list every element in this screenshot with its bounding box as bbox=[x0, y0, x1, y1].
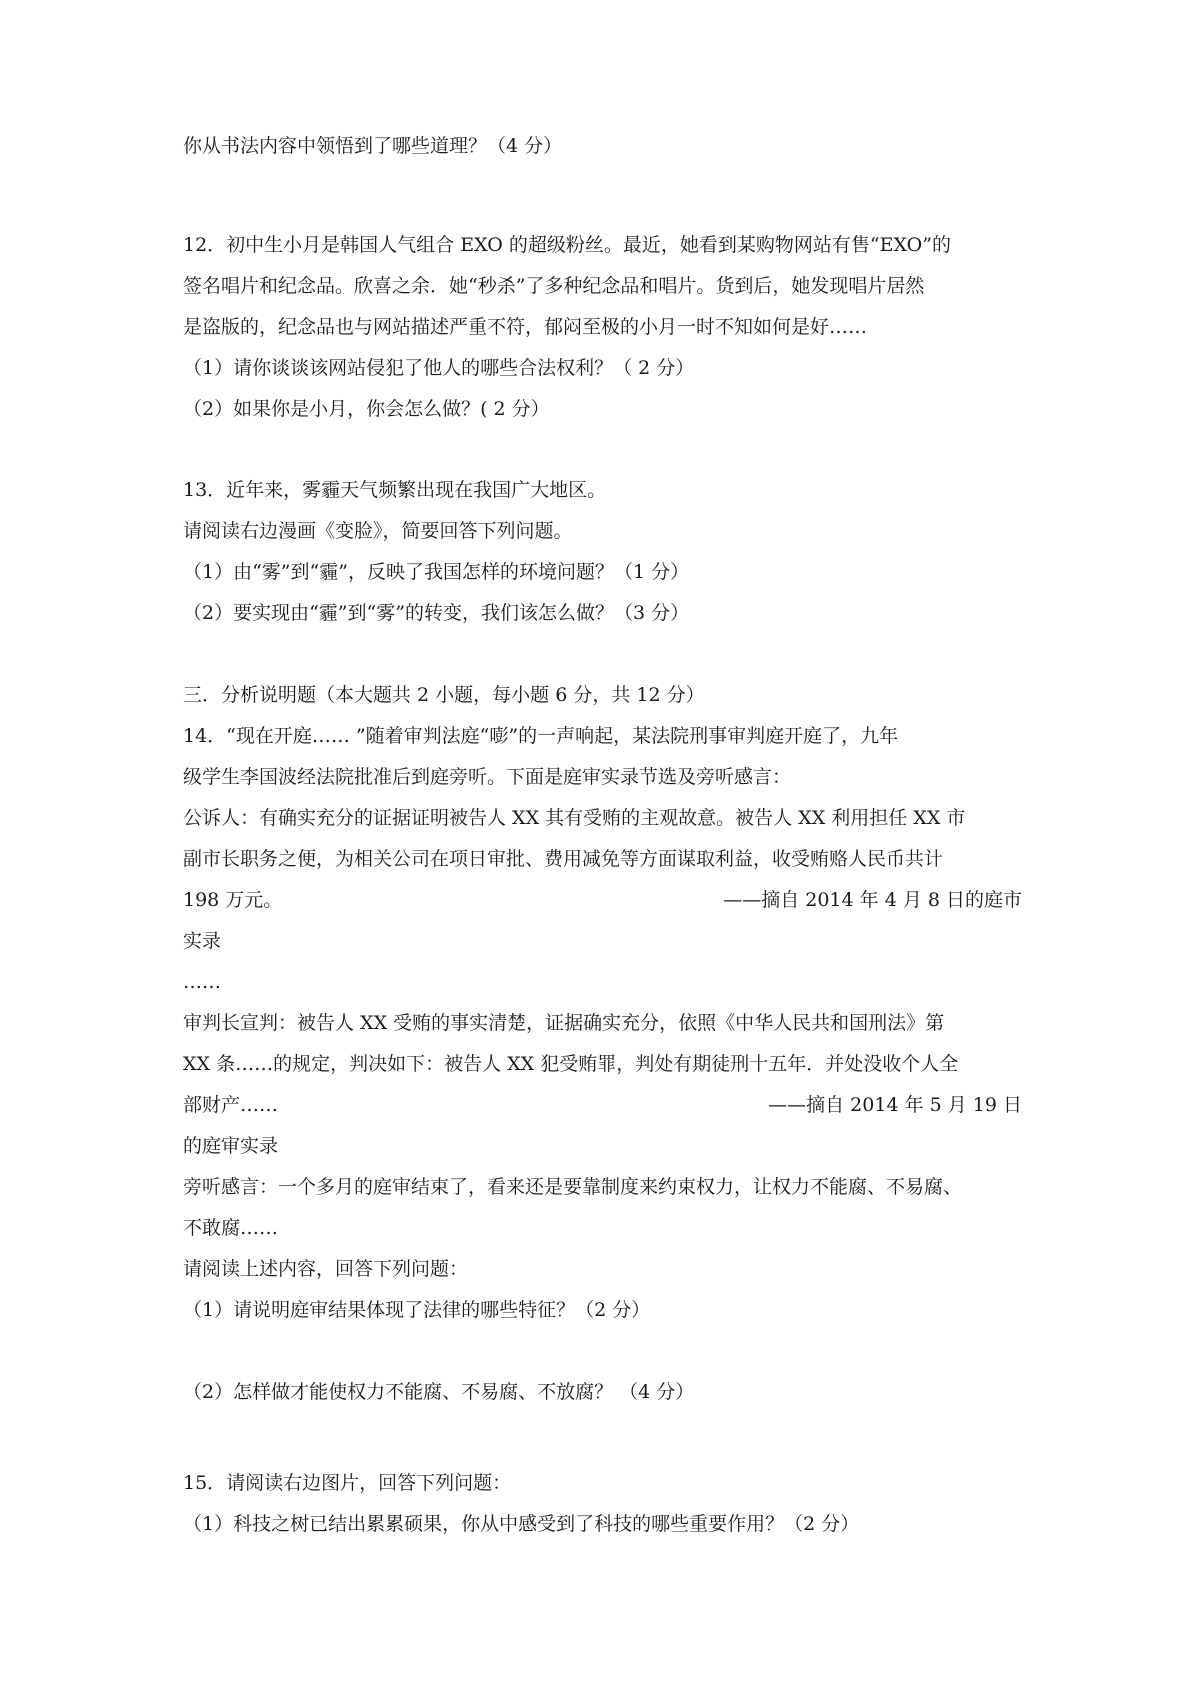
q13-sub-question-1: （1）由“雾”到“霾”，反映了我国怎样的环境问题？（1 分） bbox=[183, 561, 690, 583]
q14-source-1-continued: 实录 bbox=[183, 930, 222, 952]
q14-prosecutor-line-2: 副市长职务之便，为相关公司在项日审批、费用减免等方面谋取利益，收受贿赂人民币共计 bbox=[183, 848, 944, 870]
q12-stem-line-2: 签名唱片和纪念品。欣喜之余．她“秒杀”了多种纪念品和唱片。货到后，她发现唱片居然 bbox=[183, 275, 925, 297]
q14-reflection-line-2: 不敢腐…… bbox=[183, 1217, 279, 1239]
q15-stem: 15．请阅读右边图片，回答下列问题： bbox=[183, 1472, 512, 1494]
q11-question-tail: 你从书法内容中领悟到了哪些道理？（4 分） bbox=[183, 135, 563, 157]
q14-stem-line-2: 级学生李国波经法院批准后到庭旁听。下面是庭审实录节选及旁听感言： bbox=[183, 766, 792, 788]
section-3-heading: 三．分析说明题（本大题共 2 小题，每小题 6 分，共 12 分） bbox=[183, 684, 705, 706]
q12-sub-question-2: （2）如果你是小月，你会怎么做？( 2 分） bbox=[183, 398, 550, 420]
q12-stem-line-1: 12．初中生小月是韩国人气组合 EXO 的超级粉丝。最近，她看到某购物网站有售“EXO”的 bbox=[183, 234, 951, 256]
q14-prosecutor-line-3: 198 万元。 bbox=[183, 889, 283, 911]
q14-stem-line-1: 14．“现在开庭…… ”随着审判法庭“嘭”的一声响起，某法院刑事审判庭开庭了，九年 bbox=[183, 725, 899, 747]
q14-reflection-line-1: 旁听感言：一个多月的庭审结束了，看来还是要靠制度来约束权力，让权力不能腐、不易腐、 bbox=[183, 1176, 963, 1198]
q14-prompt: 请阅读上述内容，回答下列问题： bbox=[183, 1258, 469, 1280]
q14-source-2-continued: 的庭审实录 bbox=[183, 1135, 279, 1157]
q14-prosecutor-line-1: 公诉人：有确实充分的证据证明被告人 XX 其有受贿的主观故意。被告人 XX 利用担任 XX 市 bbox=[183, 807, 966, 829]
q14-source-1: ——摘自 2014 年 4 月 8 日的庭市 bbox=[723, 889, 1022, 911]
q14-verdict-line-2: XX 条……的规定，判决如下：被告人 XX 犯受贿罪，判处有期徒刑十五年．并处没收个人全 bbox=[183, 1053, 959, 1075]
q14-verdict-line-3: 部财产…… bbox=[183, 1094, 279, 1116]
q13-stem-line-2: 请阅读右边漫画《变脸》，简要回答下列问题。 bbox=[183, 520, 573, 542]
q12-stem-line-3: 是盗版的，纪念品也与网站描述严重不符，郁闷至极的小月一时不知如何是好…… bbox=[183, 316, 868, 338]
q12-sub-question-1: （1）请你谈谈该网站侵犯了他人的哪些合法权利？（ 2 分） bbox=[183, 357, 695, 379]
q13-sub-question-2: （2）要实现由“霾”到“雾”的转变，我们该怎么做？（3 分） bbox=[183, 602, 690, 624]
q14-source-2: ——摘自 2014 年 5 月 19 日 bbox=[768, 1094, 1022, 1116]
q14-sub-question-1: （1）请说明庭审结果体现了法律的哪些特征？（2 分） bbox=[183, 1299, 651, 1321]
q14-ellipsis: …… bbox=[183, 971, 221, 993]
q14-verdict-line-1: 审判长宣判：被告人 XX 受贿的事实清楚，证据确实充分，依照《中华人民共和国刑法》第 bbox=[183, 1012, 945, 1034]
q13-stem-line-1: 13．近年来，雾霾天气频繁出现在我国广大地区。 bbox=[183, 479, 607, 501]
q14-sub-question-2: （2）怎样做才能使权力不能腐、不易腐、不放腐？ （4 分） bbox=[183, 1381, 695, 1403]
q15-sub-question-1: （1）科技之树已结出累累硕果，你从中感受到了科技的哪些重要作用？（2 分） bbox=[183, 1513, 860, 1535]
